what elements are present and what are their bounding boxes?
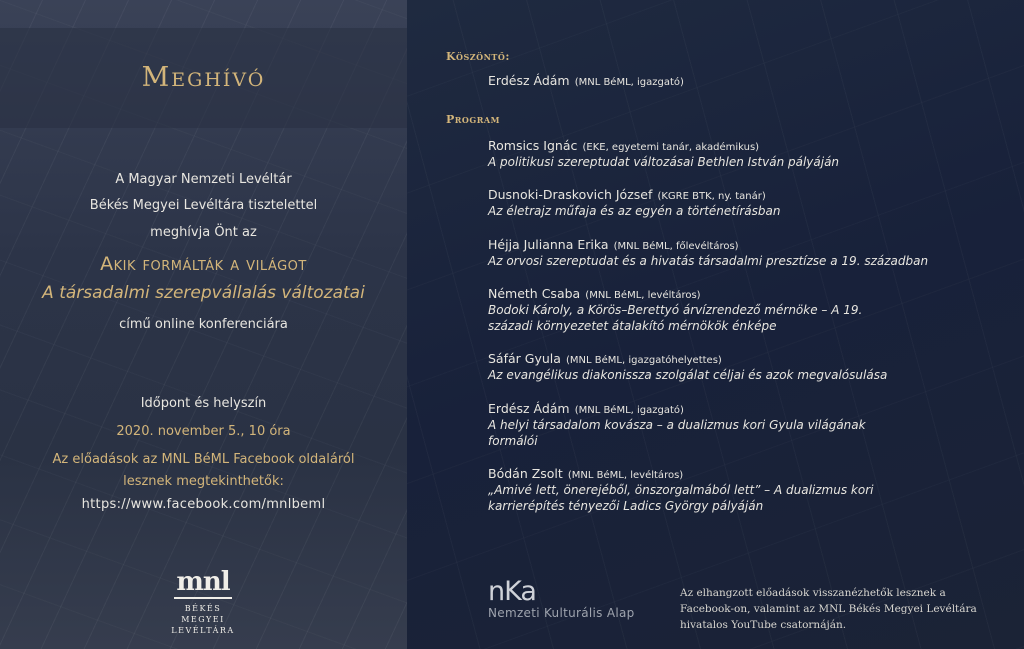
speaker-name: Romsics Ignác — [488, 138, 578, 153]
speaker-affiliation: (KGRE BTK, ny. tanár) — [657, 191, 766, 202]
intro-line-3: meghívja Önt az — [150, 225, 257, 240]
speaker-name: Bódán Zsolt — [488, 466, 563, 481]
page-title: Meghívó — [141, 62, 266, 93]
speaker-affiliation: (MNL BéML, levéltáros) — [567, 470, 684, 481]
program-item — [488, 184, 988, 219]
footer-note-line-3: hivatalos YouTube csatornáján. — [680, 619, 847, 631]
nka-logo-sub: Nemzeti Kulturális Alap — [488, 606, 635, 620]
footer-note — [680, 585, 1000, 633]
intro-line-2: Békés Megyei Levéltára tisztelettel — [89, 198, 318, 213]
talk-title: Az életrajz műfaja és az egyén a történetírásban — [488, 204, 781, 218]
talk-title: „Amivé lett, önerejéből, önszorgalmából lett” – A dualizmus kori — [488, 483, 874, 497]
program-item — [488, 234, 988, 269]
speaker-name: Németh Csaba — [488, 286, 581, 301]
footer-note-line-2: Facebook-on, valamint az MNL Békés Megyei Levéltára — [680, 603, 977, 615]
talk-title: A helyi társadalom kovásza – a dualizmus kori Gyula világának — [488, 418, 866, 432]
speaker-affiliation: (MNL BéML, levéltáros) — [585, 290, 701, 301]
speaker-affiliation: (MNL BéML, igazgató) — [574, 405, 684, 416]
talk-title: Az evangélikus diakonissza szolgálat céljai és azok megvalósulása — [488, 368, 888, 382]
talk-title: Bodoki Károly, a Körös–Berettyó árvízrendező mérnöke – A 19. — [488, 303, 863, 317]
speaker-name: Dusnoki-Draskovich József — [488, 187, 653, 202]
talk-title: formálói — [488, 434, 538, 448]
talk-title: A politikusi szereptudat változásai Bethlen István pályáján — [488, 155, 840, 169]
nka-logo — [488, 578, 635, 620]
program-item — [488, 463, 988, 514]
facebook-url-link[interactable]: https://www.facebook.com/mnlbeml — [81, 497, 326, 512]
speaker-name: Erdész Ádám — [488, 401, 570, 416]
program-item — [488, 348, 988, 383]
program-item — [488, 283, 988, 334]
speaker-affiliation: (EKE, egyetemi tanár, akadémikus) — [582, 142, 760, 153]
welcome-speaker — [488, 70, 988, 89]
speaker-name: Erdész Ádám — [488, 73, 570, 88]
speaker-name: Sáfár Gyula — [488, 351, 561, 366]
when-value: 2020. november 5., 10 óra — [116, 424, 291, 439]
speaker-affiliation: (MNL BéML, igazgató) — [574, 77, 684, 88]
speaker-affiliation: (MNL BéML, igazgatóhelyettes) — [566, 355, 722, 366]
talk-title: karrierépítés tényezői Ladics György pályáján — [488, 499, 764, 513]
conference-subtitle: A társadalmi szerepvállalás változatai — [42, 283, 365, 303]
footer-note-line-1: Az elhangzott előadások visszanézhetők lesznek a — [680, 587, 946, 599]
conference-tail: című online konferenciára — [119, 317, 288, 332]
mnl-logo — [163, 568, 243, 636]
welcome-heading: Köszöntő: — [446, 50, 510, 63]
speaker-name: Héjja Julianna Erika — [488, 237, 609, 252]
program-item — [488, 135, 988, 170]
mnl-logo-rule — [174, 597, 232, 599]
facebook-line-2: lesznek megtekinthetők: — [123, 474, 284, 489]
talk-title: Az orvosi szereptudat és a hivatás társadalmi presztízse a 19. században — [488, 254, 929, 268]
program-item — [488, 398, 988, 449]
intro-line-1: A Magyar Nemzeti Levéltár — [115, 172, 292, 187]
mnl-logo-mark: mnl — [176, 567, 230, 597]
speaker-affiliation: (MNL BéML, főlevéltáros) — [613, 241, 739, 252]
talk-title: századi környezetet átalakító mérnökök énképe — [488, 319, 777, 333]
mnl-logo-sub-1: BÉKÉS MEGYEI — [181, 604, 225, 624]
nka-logo-mark: nKa — [488, 576, 536, 607]
mnl-logo-sub-2: LEVÉLTÁRA — [171, 626, 235, 635]
program-heading: Program — [446, 113, 500, 126]
facebook-line-1: Az előadások az MNL BéML Facebook oldaláról — [52, 452, 355, 467]
when-label: Időpont és helyszín — [140, 396, 267, 411]
conference-title: Akik formálták a világot — [100, 253, 307, 275]
